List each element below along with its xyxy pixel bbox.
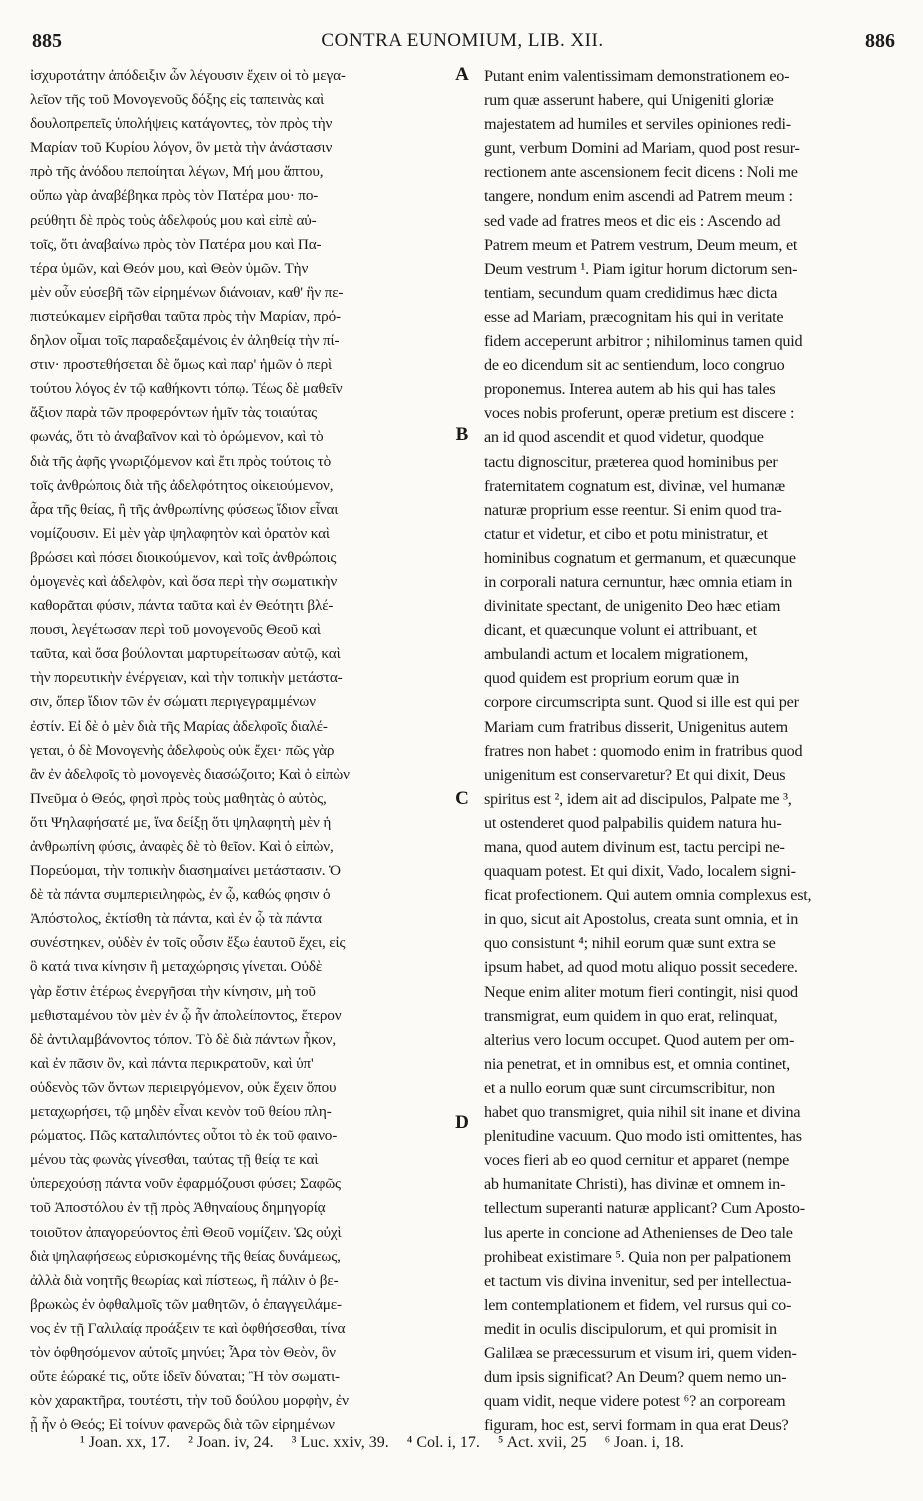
- footnote: ¹ Joan. xx, 17.: [80, 1434, 171, 1451]
- greek-text-line: οὐδενὸς τῶν ὄντων περιειργόμενον, οὐκ ἔχειν ὅπου: [30, 1078, 337, 1096]
- greek-text-line: δὲ τὰ πάντα συμπεριειληφὼς, ἐν ᾧ, καθώς φησιν ὁ: [30, 886, 331, 904]
- greek-text-line: ἆρα τῆς θείας, ἢ τῆς ἀνθρωπίνης φύσεως ἴδιον εἶναι: [30, 500, 339, 518]
- latin-text-line: tactu dignoscitur, præterea quod hominibus per: [484, 452, 778, 471]
- greek-text-line: νος ἐν τῇ Γαλιλαίᾳ προάξειν τε καὶ ὀφθήσεσθαι, τίνα: [30, 1319, 346, 1337]
- latin-text-line: Patrem meum et Patrem vestrum, Deum meum, et: [484, 235, 798, 254]
- footnotes: [80, 1434, 880, 1452]
- latin-text-line: medit in oculis discipulorum, et qui promisit in: [484, 1319, 777, 1338]
- greek-text-line: ρώματος. Πῶς καταλιπόντες οὗτοι τὸ ἐκ τοῦ φαινο-: [30, 1127, 338, 1145]
- latin-text-line: divinitate spectant, de unigenito Deo hæc etiam: [484, 597, 781, 616]
- greek-text-line: ρεύθητι δὲ πρὸς τοὺς ἀδελφούς μου καὶ εἰπὲ αὐ-: [30, 211, 317, 229]
- greek-text-line: βρωκὼς ἐν ὀφθαλμοῖς τῶν μαθητῶν, ὁ ἐπαγγειλάμε-: [30, 1295, 342, 1313]
- latin-text-line: tentiam, secundum quam credidimus hæc dicta: [484, 283, 778, 302]
- latin-text-line: dum ipsis significat? An Deum? quem nemo un-: [484, 1368, 787, 1387]
- latin-text-line: Putant enim valentissimam demonstrationem eo-: [484, 67, 790, 85]
- footnote: ⁵ Act. xvii, 25: [497, 1434, 587, 1451]
- latin-text-line: an id quod ascendit et quod videtur, quodque: [484, 428, 764, 447]
- latin-text-line: fidem acceperunt arbitror ; nihilominus tamen quid: [484, 332, 803, 351]
- latin-text-line: majestatem ad humiles et serviles opiniones redi-: [484, 115, 791, 134]
- greek-text-line: καὶ ἐν πᾶσιν ὂν, καὶ πάντα περικρατοῦν, καὶ ὑπ': [30, 1054, 314, 1072]
- page-header: [30, 30, 895, 58]
- greek-text-line: ἀλλὰ διὰ νοητῆς θεωρίας καὶ πίστεως, ἢ πάλιν ὁ βε-: [30, 1271, 339, 1289]
- latin-text-line: plenitudine vacuum. Quo modo isti omittentes, has: [484, 1127, 802, 1146]
- latin-text-line: naturæ proprium esse reentur. Si enim quod tra-: [484, 500, 782, 519]
- greek-text-line: πιστεύκαμεν εἰρῆσθαι ταῦτα πρὸς τὴν Μαρίαν, πρό-: [30, 307, 341, 325]
- latin-text-line: habet quo transmigret, quia nihil sit inane et divina: [484, 1103, 801, 1122]
- latin-text-line: Mariam cum fratribus disserit, Unigenitus autem: [484, 717, 788, 736]
- latin-text-line: sed vade ad fratres meos et dic eis : Ascendo ad: [484, 211, 781, 230]
- greek-text-line: τούτου λόγος ἐν τῷ καθήκοντι τόπῳ. Τέως δὲ μαθεῖν: [30, 380, 343, 398]
- greek-text-line: γεται, ὁ δὲ Μονογενὴς ἀδελφοὺς οὐκ ἔχει· πῶς γὰρ: [30, 741, 335, 759]
- greek-text-line: καθορᾶται φύσιν, πάντα ταῦτα καὶ ἐν Θεότητι βλέ-: [30, 597, 334, 615]
- greek-text-line: ἀνθρωπίνη φύσις, ἀναφὲς δὲ τὸ θεῖον. Καὶ ὁ εἰπὼν,: [30, 838, 334, 855]
- greek-text-line: ἐστίν. Εἰ δὲ ὁ μὲν διὰ τῆς Μαρίας ἀδελφοῖς διαλέ-: [30, 717, 328, 735]
- greek-text-line: τοῖς ἀνθρώποις διὰ τῆς ἀδελφότητος οἰκειούμενον,: [30, 476, 334, 494]
- page-number-left: 885: [32, 30, 62, 52]
- greek-text-line: τοιοῦτον ἀπαγορεύοντος ἐπὶ Θεοῦ νομίζειν. Ὡς οὐχὶ: [30, 1223, 342, 1241]
- greek-text-line: ἰσχυροτάτην ἀπόδειξιν ὧν λέγουσιν ἔχειν οἱ τὸ μεγα-: [30, 67, 346, 84]
- latin-text-line: proponemus. Interea autem ab his qui has tales: [484, 380, 776, 399]
- greek-text-line: συνέστηκεν, οὐδὲν ἐν τοῖς οὖσιν ἔξω ἑαυτοῦ ἔχει, εἰς: [30, 934, 346, 952]
- latin-text-line: ambulandi actum et localem migrationem,: [484, 645, 748, 664]
- greek-text-line: ἂν ἐν ἀδελφοῖς τὸ μονογενὲς διασώζοιτο; Καὶ ὁ εἰπὼν: [30, 765, 350, 783]
- greek-text-line: μένου τὰς φωνὰς γίνεσθαι, ταύτας τῇ θείᾳ τε καὶ: [30, 1151, 319, 1169]
- latin-text-line: Deum vestrum ¹. Piam igitur horum dictorum sen-: [484, 259, 798, 278]
- greek-text-line: διὰ τῆς ἀφῆς γνωριζόμενον καὶ ἔτι πρὸς τούτοις τὸ: [30, 452, 332, 470]
- greek-text-line: τοῖς, ὅτι ἀναβαίνω πρὸς τὸν Πατέρα μου καὶ Πα-: [30, 235, 322, 253]
- latin-text-line: corpore circumscripta sunt. Quod si ille est qui per: [484, 693, 799, 712]
- latin-text-line: gunt, verbum Domini ad Mariam, quod post resur-: [484, 139, 800, 158]
- latin-text-line: ficat profectionem. Qui autem omnia complexus est,: [484, 886, 812, 905]
- greek-text-line: μεθισταμένου τὸν μὲν ἐν ᾧ ἦν ἀπολείποντος, ἕτερον: [30, 1006, 342, 1024]
- greek-text-column: [30, 64, 448, 1437]
- latin-text-line: figuram, hoc est, servi formam in qua erat Deus?: [484, 1416, 789, 1435]
- greek-text-line: ἄξιον παρὰ τῶν προφερόντων ἡμῖν τὰς τοιαύτας: [30, 404, 318, 422]
- latin-text-line: et a nullo eorum quæ sunt circumscribitur, non: [484, 1078, 775, 1097]
- greek-text-line: σιν, ὅπερ ἴδιον τῶν ἐν σώματι περιγεγραμμένων: [30, 693, 316, 711]
- greek-text-line: τὸν ὀφθησόμενον αὐτοῖς μηνύει; Ἆρα τὸν Θεὸν, ὃν: [30, 1343, 336, 1361]
- greek-text-line: κὸν χαρακτῆρα, τουτέστι, τὴν τοῦ δούλου μορφὴν, ἐν: [30, 1392, 349, 1410]
- greek-text-line: ὅτι Ψηλαφήσατέ με, ἵνα δείξῃ ὅτι ψηλαφητὴ μὲν ἡ: [30, 813, 332, 831]
- greek-text-line: δὲ ἀντιλαμβάνοντος τόπον. Τὸ δὲ διὰ πάντων ἧκον,: [30, 1030, 337, 1048]
- latin-text-column: [484, 64, 896, 1437]
- greek-text-line: ὃ κατά τινα κίνησιν ἢ μεταχώρησις γίνεται. Οὐδὲ: [30, 958, 323, 976]
- latin-text-line: quam vidit, neque videre potest ⁶? an corpoream: [484, 1392, 786, 1411]
- greek-text-line: οὔπω γὰρ ἀναβέβηκα πρὸς τὸν Πατέρα μου· πο-: [30, 187, 319, 205]
- greek-text-line: φωνάς, ὅτι τὸ ἀναβαῖνον καὶ τὸ ὁρώμενον, καὶ τὸ: [30, 428, 324, 446]
- latin-text-line: Neque enim aliter motum fieri contingit, nisi quod: [484, 982, 798, 1001]
- running-title: CONTRA EUNOMIUM, LIB. XII.: [321, 30, 604, 51]
- latin-text-line: fratres non habet : quomodo enim in fratribus quod: [484, 741, 803, 760]
- latin-text-line: fraternitatem cognatum est, divinæ, vel humanæ: [484, 476, 785, 495]
- greek-text-line: ὁμογενὲς καὶ ἀδελφὸν, καὶ ὅσα περὶ τὴν σωματικὴν: [30, 572, 338, 590]
- greek-text-line: τέρα ὑμῶν, καὶ Θεόν μου, καὶ Θεὸν ὑμῶν. Τὴν: [30, 259, 309, 277]
- latin-text-line: unigenitum est conservaretur? Et qui dixit, Deus: [484, 765, 786, 784]
- latin-text-line: spiritus est ², idem ait ad discipulos, Palpate me ³,: [484, 789, 792, 808]
- latin-text-line: voces nobis proferunt, operæ pretium est discere :: [484, 404, 795, 423]
- greek-text-line: δουλοπρεπεῖς ὑπολήψεις κατάγοντες, τὸν πρὸς τὴν: [30, 115, 333, 133]
- footnote: ³ Luc. xxiv, 39.: [291, 1434, 389, 1451]
- latin-text-line: tangere, nondum enim ascendi ad Patrem meum :: [484, 187, 793, 206]
- greek-text-line: δηλον οἶμαι τοῖς παραδεξαμένοις ἐν ἀληθείᾳ τὴν πί-: [30, 332, 340, 350]
- greek-text-line: μεταχωρήσει, τῷ μηδὲν εἶναι κενὸν τοῦ θείου πλη-: [30, 1103, 332, 1121]
- greek-text-line: Πνεῦμα ὁ Θεός, φησὶ πρὸς τοὺς μαθητὰς ὁ αὐτὸς,: [30, 789, 327, 807]
- greek-text-line: Ἀπόστολος, ἐκτίσθη τὰ πάντα, καὶ ἐν ᾧ τὰ πάντα: [30, 910, 322, 928]
- latin-text-line: dicant, et quæcunque volunt ei attribuant, et: [484, 621, 757, 640]
- greek-text-line: μὲν οὖν εὐσεβῆ τῶν εἰρημένων διάνοιαν, καθ' ἣν πε-: [30, 283, 344, 301]
- greek-text-line: βρώσει καὶ πόσει διοικούμενον, καὶ τοῖς ἀνθρώποις: [30, 548, 337, 566]
- latin-text-line: ut ostenderet quod palpabilis quidem natura hu-: [484, 813, 782, 832]
- latin-text-line: prohibeat existimare ⁵. Quia non per palpationem: [484, 1247, 791, 1266]
- latin-text-line: et tactum vis divina invenitur, sed per intellectua-: [484, 1271, 792, 1290]
- latin-text-line: quo consistunt ⁴; nihil eorum quæ sunt extra se: [484, 934, 776, 953]
- latin-text-line: in corporali natura cernuntur, hæc omnia etiam in: [484, 572, 793, 591]
- latin-text-line: mana, quod autem divinum est, tactu percipi ne-: [484, 838, 785, 856]
- greek-text-line: πρὸ τῆς ἀνόδου πεποίηται λέγων, Μή μου ἅπτου,: [30, 163, 324, 181]
- greek-text-line: στιν· προστεθήσεται δὲ ὅμως καὶ παρ' ἡμῶν ὁ περὶ: [30, 356, 332, 374]
- greek-text-line: Μαρίαν τοῦ Κυρίου λόγον, ὃν μετὰ τὴν ἀνάστασιν: [30, 139, 333, 157]
- greek-text-line: πουσι, λεγέτωσαν περὶ τοῦ μονογενοῦς Θεοῦ καὶ: [30, 621, 321, 639]
- greek-text-line: ᾗ ἦν ὁ Θεός; Εἰ τοίνυν φανερῶς διὰ τῶν εἰρημένων: [30, 1416, 335, 1434]
- latin-text-line: nia penetrat, et in omnibus est, et omnia continet,: [484, 1054, 790, 1073]
- greek-text-line: διὰ ψηλαφήσεως εὑρισκομένης τῆς θείας δυνάμεως,: [30, 1247, 341, 1265]
- latin-text-line: voces fieri ab eo quod cernitur et apparet (nempe: [484, 1151, 790, 1170]
- greek-text-line: ταῦτα, καὶ ὅσα βούλονται μαρτυρείτωσαν αὐτῷ, καὶ: [30, 645, 341, 663]
- latin-text-line: lus aperte in concione ad Athenienses de Deo tale: [484, 1223, 793, 1242]
- greek-text-line: νομίζουσιν. Εἰ μὲν γὰρ ψηλαφητὸν καὶ ὁρατὸν καὶ: [30, 524, 330, 542]
- latin-text-line: alterius vero locum occupet. Quod autem per om-: [484, 1030, 795, 1049]
- latin-text-line: hominibus cognatum et germanum, et quæcunque: [484, 548, 796, 567]
- section-marker-c: C: [455, 788, 469, 809]
- greek-text-line: ὑπερεχούσῃ πάντα νοῦν ἐφαρμόζουσι φύσει; Σαφῶς: [30, 1175, 341, 1193]
- latin-text-line: ipsum habet, ad quod motu aliquo possit secedere.: [484, 958, 798, 977]
- footnote: ⁴ Col. i, 17.: [406, 1434, 480, 1451]
- latin-text-line: Galilæa se præcessurum et visum iri, quem viden-: [484, 1343, 797, 1362]
- greek-text-line: λεῖον τῆς τοῦ Μονογενοῦς δόξης εἰς ταπεινὰς καὶ: [30, 91, 325, 109]
- section-marker-a: A: [455, 64, 469, 85]
- latin-text-line: quaquam potest. Et qui dixit, Vado, localem signi-: [484, 862, 796, 881]
- latin-text-line: ctatur et videtur, et cibo et potu ministratur, et: [484, 524, 768, 543]
- latin-text-line: in quo, sicut ait Apostolus, creata sunt omnia, et in: [484, 910, 799, 929]
- latin-text-line: esse ad Mariam, præcognitam his qui in veritate: [484, 307, 784, 326]
- greek-text-line: Πορεύομαι, τὴν τοπικὴν διασημαίνει μετάστασιν. Ὁ: [30, 862, 341, 880]
- section-marker-b: B: [455, 424, 469, 445]
- latin-text-line: de eo dicendum sit ac sentiendum, loco congruo: [484, 356, 785, 375]
- latin-text-line: ab humanitate Christi), has divinæ et omnem in-: [484, 1175, 786, 1194]
- greek-text-line: τὴν πορευτικὴν ἐνέργειαν, καὶ τὴν τοπικὴν μετάστα-: [30, 669, 343, 687]
- footnote: ² Joan. iv, 24.: [188, 1434, 274, 1451]
- page-number-right: 886: [865, 30, 895, 52]
- greek-text-line: γὰρ ἔστιν ἑτέρως ἐνεργῆσαι τὴν κίνησιν, μὴ τοῦ: [30, 982, 316, 1000]
- latin-text-line: quod quidem est proprium eorum quæ in: [484, 669, 740, 688]
- footnote: ⁶ Joan. i, 18.: [604, 1434, 684, 1451]
- latin-text-line: tellectum superanti naturæ applicant? Cum Aposto-: [484, 1199, 805, 1218]
- greek-text-line: τοῦ Ἀποστόλου ἐν τῇ πρὸς Ἀθηναίους δημηγορίᾳ: [30, 1199, 326, 1217]
- latin-text-line: rum quæ asserunt habere, qui Unigeniti gloriæ: [484, 91, 774, 110]
- latin-text-line: rectionem ante ascensionem fecit dicens : Noli me: [484, 163, 798, 182]
- latin-text-line: transmigrat, eum quidem in quo erat, relinquat,: [484, 1006, 778, 1025]
- section-marker-d: D: [455, 1112, 469, 1133]
- latin-text-line: lem contemplationem et fidem, vel rursus qui co-: [484, 1295, 792, 1314]
- greek-text-line: οὔτε ἑώρακέ τις, οὔτε ἰδεῖν δύναται; Ἢ τὸν σωματι-: [30, 1368, 340, 1386]
